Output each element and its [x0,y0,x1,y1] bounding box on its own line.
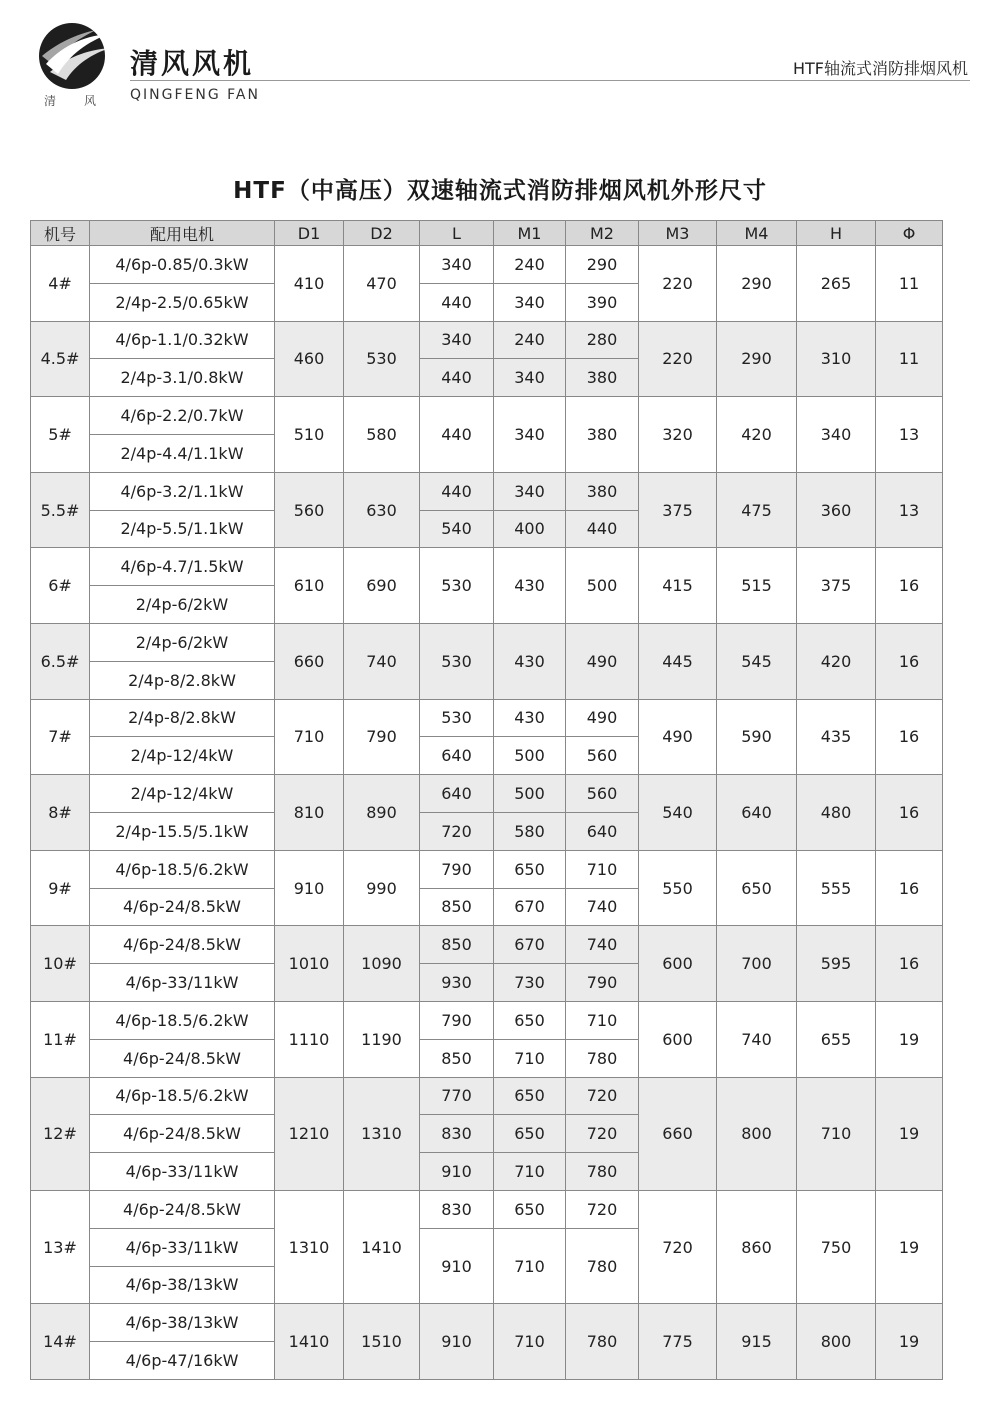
dimension-table [30,220,943,1380]
motor-cell: 4/6p-18.5/6.2kW [90,1077,275,1115]
fan-model-group [31,623,943,699]
model-number-cell: 11# [31,1001,90,1077]
motor-cell: 4/6p-4.7/1.5kW [90,548,275,586]
model-number-cell: 7# [31,699,90,775]
m1-cell: 650 [494,1077,566,1115]
m1-cell: 710 [494,1304,566,1380]
d1-cell: 410 [275,246,344,322]
m2-cell: 500 [566,548,639,624]
table-header-row [31,221,943,246]
m4-cell: 515 [717,548,797,624]
fan-model-group [31,1001,943,1077]
h-cell: 710 [797,1077,876,1190]
motor-cell: 4/6p-24/8.5kW [90,1115,275,1153]
m4-cell: 590 [717,699,797,775]
h-cell: 340 [797,397,876,473]
h-cell: 800 [797,1304,876,1380]
motor-cell: 4/6p-0.85/0.3kW [90,246,275,284]
m2-cell: 710 [566,1001,639,1039]
h-cell: 750 [797,1190,876,1303]
table-row [31,321,943,359]
m1-cell: 400 [494,510,566,548]
l-cell: 850 [420,1039,494,1077]
h-cell: 480 [797,775,876,851]
d1-cell: 660 [275,623,344,699]
phi-cell: 11 [876,246,943,322]
model-number-cell: 10# [31,926,90,1002]
l-cell: 830 [420,1115,494,1153]
l-cell: 440 [420,397,494,473]
phi-cell: 11 [876,321,943,397]
m2-cell: 640 [566,812,639,850]
m3-cell: 600 [639,1001,717,1077]
motor-cell: 2/4p-6/2kW [90,586,275,624]
m3-cell: 550 [639,850,717,926]
m4-cell: 420 [717,397,797,473]
motor-cell: 2/4p-2.5/0.65kW [90,283,275,321]
d2-cell: 740 [344,623,420,699]
d1-cell: 460 [275,321,344,397]
m2-cell: 720 [566,1190,639,1228]
d2-cell: 630 [344,472,420,548]
m1-cell: 430 [494,699,566,737]
m1-cell: 670 [494,926,566,964]
header-divider [130,80,970,81]
phi-cell: 13 [876,397,943,473]
phi-cell: 16 [876,623,943,699]
motor-cell: 4/6p-24/8.5kW [90,1039,275,1077]
model-number-cell: 14# [31,1304,90,1380]
d2-cell: 990 [344,850,420,926]
m2-cell: 560 [566,775,639,813]
m2-cell: 440 [566,510,639,548]
phi-cell: 19 [876,1190,943,1303]
m2-cell: 490 [566,623,639,699]
motor-cell: 4/6p-24/8.5kW [90,926,275,964]
h-cell: 375 [797,548,876,624]
m4-cell: 740 [717,1001,797,1077]
m1-cell: 430 [494,623,566,699]
motor-cell: 4/6p-38/13kW [90,1304,275,1342]
phi-cell: 16 [876,699,943,775]
m1-cell: 710 [494,1039,566,1077]
d1-cell: 810 [275,775,344,851]
h-cell: 265 [797,246,876,322]
m4-cell: 640 [717,775,797,851]
m3-cell: 720 [639,1190,717,1303]
d2-cell: 1090 [344,926,420,1002]
m4-cell: 915 [717,1304,797,1380]
d2-cell: 530 [344,321,420,397]
fan-model-group [31,397,943,473]
model-number-cell: 4.5# [31,321,90,397]
m3-cell: 445 [639,623,717,699]
m3-cell: 775 [639,1304,717,1380]
fan-model-group [31,1077,943,1190]
fan-model-group [31,548,943,624]
phi-cell: 16 [876,926,943,1002]
brand-name-en: QINGFENG FAN [130,87,260,103]
motor-cell: 4/6p-47/16kW [90,1342,275,1380]
fan-model-group [31,926,943,1002]
header-cell: M1 [494,221,566,246]
m1-cell: 430 [494,548,566,624]
m4-cell: 545 [717,623,797,699]
d1-cell: 710 [275,699,344,775]
m1-cell: 710 [494,1228,566,1304]
m2-cell: 740 [566,888,639,926]
motor-cell: 4/6p-33/11kW [90,1228,275,1266]
model-number-cell: 5# [31,397,90,473]
d2-cell: 470 [344,246,420,322]
l-cell: 720 [420,812,494,850]
model-number-cell: 6.5# [31,623,90,699]
header-cell: D2 [344,221,420,246]
m4-cell: 475 [717,472,797,548]
table-row [31,1001,943,1039]
l-cell: 850 [420,926,494,964]
page-header-title: HTF轴流式消防排烟风机 [792,59,968,78]
m2-cell: 280 [566,321,639,359]
h-cell: 555 [797,850,876,926]
table-row [31,699,943,737]
table-row [31,926,943,964]
m4-cell: 860 [717,1190,797,1303]
motor-cell: 4/6p-33/11kW [90,1153,275,1191]
l-cell: 790 [420,1001,494,1039]
m1-cell: 650 [494,1001,566,1039]
fan-model-group [31,321,943,397]
phi-cell: 19 [876,1001,943,1077]
motor-cell: 4/6p-3.2/1.1kW [90,472,275,510]
d1-cell: 910 [275,850,344,926]
phi-cell: 16 [876,548,943,624]
m2-cell: 740 [566,926,639,964]
d1-cell: 510 [275,397,344,473]
m1-cell: 670 [494,888,566,926]
m4-cell: 290 [717,246,797,322]
fan-model-group [31,246,943,322]
m1-cell: 650 [494,850,566,888]
phi-cell: 16 [876,850,943,926]
page-title: HTF（中高压）双速轴流式消防排烟风机外形尺寸 [233,178,767,204]
motor-cell: 4/6p-18.5/6.2kW [90,850,275,888]
m2-cell: 720 [566,1115,639,1153]
m2-cell: 560 [566,737,639,775]
l-cell: 830 [420,1190,494,1228]
motor-cell: 2/4p-12/4kW [90,737,275,775]
model-number-cell: 13# [31,1190,90,1303]
motor-cell: 2/4p-8/2.8kW [90,699,275,737]
m3-cell: 415 [639,548,717,624]
table-row [31,397,943,435]
l-cell: 440 [420,472,494,510]
l-cell: 930 [420,964,494,1002]
m2-cell: 390 [566,283,639,321]
model-number-cell: 4# [31,246,90,322]
fan-model-group [31,472,943,548]
phi-cell: 19 [876,1304,943,1380]
header-cell: 机号 [31,221,90,246]
brand-small-chars: 清 风 [44,94,97,108]
fan-model-group [31,699,943,775]
m2-cell: 780 [566,1039,639,1077]
header-cell: 配用电机 [90,221,275,246]
table-row [31,1077,943,1115]
motor-cell: 4/6p-18.5/6.2kW [90,1001,275,1039]
fan-model-group [31,850,943,926]
d1-cell: 560 [275,472,344,548]
d2-cell: 580 [344,397,420,473]
m1-cell: 340 [494,359,566,397]
l-cell: 340 [420,246,494,284]
d1-cell: 1110 [275,1001,344,1077]
m2-cell: 780 [566,1153,639,1191]
m3-cell: 220 [639,246,717,322]
l-cell: 540 [420,510,494,548]
l-cell: 910 [420,1304,494,1380]
m3-cell: 540 [639,775,717,851]
m2-cell: 290 [566,246,639,284]
m2-cell: 790 [566,964,639,1002]
l-cell: 910 [420,1228,494,1304]
m2-cell: 780 [566,1228,639,1304]
phi-cell: 13 [876,472,943,548]
model-number-cell: 9# [31,850,90,926]
motor-cell: 4/6p-24/8.5kW [90,1190,275,1228]
h-cell: 595 [797,926,876,1002]
m4-cell: 700 [717,926,797,1002]
m1-cell: 500 [494,775,566,813]
m3-cell: 490 [639,699,717,775]
m4-cell: 800 [717,1077,797,1190]
motor-cell: 4/6p-38/13kW [90,1266,275,1304]
m1-cell: 340 [494,397,566,473]
l-cell: 440 [420,283,494,321]
motor-cell: 4/6p-1.1/0.32kW [90,321,275,359]
m3-cell: 660 [639,1077,717,1190]
m1-cell: 240 [494,321,566,359]
fan-model-group [31,775,943,851]
brand-name-cn: 清风风机 [130,47,255,80]
header-cell: M3 [639,221,717,246]
motor-cell: 2/4p-4.4/1.1kW [90,434,275,472]
l-cell: 530 [420,699,494,737]
m1-cell: 240 [494,246,566,284]
motor-cell: 2/4p-3.1/0.8kW [90,359,275,397]
motor-cell: 4/6p-24/8.5kW [90,888,275,926]
swirl-logo-icon [36,18,112,94]
d2-cell: 790 [344,699,420,775]
h-cell: 310 [797,321,876,397]
m3-cell: 600 [639,926,717,1002]
m1-cell: 340 [494,472,566,510]
model-number-cell: 8# [31,775,90,851]
motor-cell: 4/6p-2.2/0.7kW [90,397,275,435]
l-cell: 790 [420,850,494,888]
m1-cell: 710 [494,1153,566,1191]
d1-cell: 1410 [275,1304,344,1380]
d1-cell: 1010 [275,926,344,1002]
model-number-cell: 5.5# [31,472,90,548]
m1-cell: 650 [494,1190,566,1228]
h-cell: 655 [797,1001,876,1077]
h-cell: 360 [797,472,876,548]
table-row [31,246,943,284]
m2-cell: 720 [566,1077,639,1115]
l-cell: 340 [420,321,494,359]
m1-cell: 340 [494,283,566,321]
table-row [31,623,943,661]
header-cell: L [420,221,494,246]
m3-cell: 320 [639,397,717,473]
l-cell: 640 [420,737,494,775]
l-cell: 530 [420,548,494,624]
motor-cell: 4/6p-33/11kW [90,964,275,1002]
m1-cell: 580 [494,812,566,850]
m1-cell: 650 [494,1115,566,1153]
l-cell: 530 [420,623,494,699]
motor-cell: 2/4p-8/2.8kW [90,661,275,699]
m1-cell: 730 [494,964,566,1002]
table-row [31,1190,943,1228]
l-cell: 910 [420,1153,494,1191]
header-cell: H [797,221,876,246]
m2-cell: 710 [566,850,639,888]
header-cell: M2 [566,221,639,246]
d1-cell: 1310 [275,1190,344,1303]
table-row [31,850,943,888]
d2-cell: 690 [344,548,420,624]
motor-cell: 2/4p-15.5/5.1kW [90,812,275,850]
m1-cell: 500 [494,737,566,775]
d1-cell: 1210 [275,1077,344,1190]
m3-cell: 220 [639,321,717,397]
header-cell: Φ [876,221,943,246]
d2-cell: 1190 [344,1001,420,1077]
table-row [31,775,943,813]
fan-model-group [31,1190,943,1303]
m4-cell: 290 [717,321,797,397]
d2-cell: 1510 [344,1304,420,1380]
motor-cell: 2/4p-6/2kW [90,623,275,661]
m2-cell: 380 [566,359,639,397]
l-cell: 770 [420,1077,494,1115]
d2-cell: 1310 [344,1077,420,1190]
l-cell: 640 [420,775,494,813]
fan-model-group [31,1304,943,1380]
model-number-cell: 12# [31,1077,90,1190]
header-cell: D1 [275,221,344,246]
table-row [31,1304,943,1342]
l-cell: 440 [420,359,494,397]
d1-cell: 610 [275,548,344,624]
motor-cell: 2/4p-5.5/1.1kW [90,510,275,548]
m4-cell: 650 [717,850,797,926]
l-cell: 850 [420,888,494,926]
header-cell: M4 [717,221,797,246]
m2-cell: 490 [566,699,639,737]
m3-cell: 375 [639,472,717,548]
h-cell: 435 [797,699,876,775]
table-row [31,472,943,510]
m2-cell: 380 [566,472,639,510]
phi-cell: 19 [876,1077,943,1190]
d2-cell: 890 [344,775,420,851]
m2-cell: 380 [566,397,639,473]
model-number-cell: 6# [31,548,90,624]
h-cell: 420 [797,623,876,699]
motor-cell: 2/4p-12/4kW [90,775,275,813]
m2-cell: 780 [566,1304,639,1380]
phi-cell: 16 [876,775,943,851]
table-row [31,548,943,586]
d2-cell: 1410 [344,1190,420,1303]
